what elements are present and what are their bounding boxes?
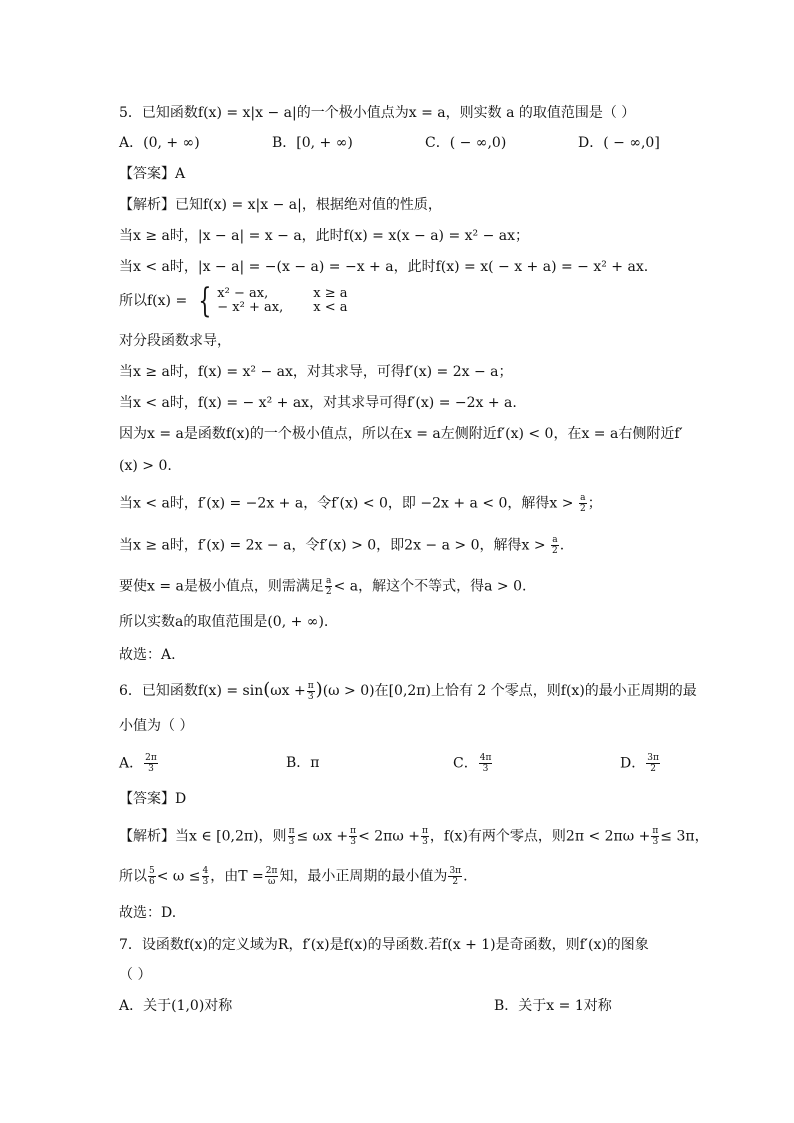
fraction-a-over-2 xyxy=(551,535,559,556)
frac-num: 2π xyxy=(265,866,278,876)
q6-option-b: B．π xyxy=(286,755,320,771)
q6-opt-a-frac xyxy=(144,753,158,774)
frac-num: 5 xyxy=(149,866,155,876)
q5-analysis-2: 当x ≥ a时，|x − a| = x − a，此时f(x) = x(x − a) = x² − ax； xyxy=(119,228,530,244)
frac-den: 2 xyxy=(325,587,332,597)
frac-den: 3 xyxy=(350,837,356,847)
frac-den: 2 xyxy=(552,546,558,556)
frac-num: π xyxy=(350,826,357,836)
piecewise-prefix: 所以f(x) = xyxy=(119,293,188,309)
q5-analysis-11: 当x ≥ a时，f′(x) = 2x − a，令f′(x) > 0，即2x − a > 0，解得x > $\frac{a}{2}$ . xyxy=(119,535,565,556)
q6-opt-c-frac xyxy=(479,753,493,774)
q6-analysis-2: 所以 $\frac{5}{6}$ < ω ≤ $\frac{4}{3}$ ，由T = $\frac{2\pi}{\omega}$ 知，最小正周期的最小值为 $\frac{3\pi}{2}$ . xyxy=(119,866,468,887)
q6-ana-1d: ，f(x)有两个零点，则2π < 2πω + xyxy=(429,828,651,845)
frac-den: 2 xyxy=(579,504,586,514)
frac-den: 3 xyxy=(148,764,154,774)
frac-num: 4π xyxy=(479,753,492,763)
frac-num: a xyxy=(326,576,332,586)
q5-stem: 5．已知函数f(x) = x|x − a|的一个极小值点为x = a，则实数 a 的取值范围是（ ） xyxy=(119,105,636,121)
case1-cond: x ≥ a xyxy=(313,286,348,301)
frac-den: 6 xyxy=(149,877,155,887)
fraction-3pi-over-2 xyxy=(448,866,462,887)
q5-option-b: B．[0, + ∞) xyxy=(272,135,353,151)
q6-ana-2c: ，由T = xyxy=(210,868,264,885)
q5-analysis-12-text-a: 要使x = a是极小值点，则需满足 xyxy=(119,578,324,595)
q6-option-a xyxy=(119,753,159,774)
fraction-a-over-2 xyxy=(579,493,587,514)
q5-option-a: A．(0, + ∞) xyxy=(119,135,200,151)
piecewise-brace-block xyxy=(192,281,348,321)
q6-ana-2b: < ω ≤ xyxy=(156,868,201,885)
q6-opt-d-frac xyxy=(646,753,660,774)
case-row-1 xyxy=(217,287,347,301)
case-row-2 xyxy=(217,301,347,315)
frac-num: a xyxy=(552,535,558,545)
q5-analysis-10-text: 当x < a时，f′(x) = −2x + a，令f′(x) < 0，即 −2x + a < 0，解得x > xyxy=(119,495,574,512)
q5-analysis-7: 当x < a时，f(x) = − x² + ax，对其求导可得f′(x) = −2x + a. xyxy=(119,395,517,411)
q6-ana-1e: ≤ 3π， xyxy=(660,828,709,845)
q6-stem-2: 小值为（ ） xyxy=(119,718,194,734)
frac-den: 3 xyxy=(307,691,314,702)
q5-analysis-10: 当x < a时，f′(x) = −2x + a，令f′(x) < 0，即 −2x + a < 0，解得x > $\frac{a}{2}$ ； xyxy=(119,493,602,514)
q6-ana-1a: 【解析】当x ∈ [0,2π)，则 xyxy=(119,828,287,845)
piecewise-cases xyxy=(217,287,347,315)
q5-analysis-5: 对分段函数求导， xyxy=(119,333,231,349)
q5-option-d: D．( − ∞,0] xyxy=(578,135,660,151)
q5-analysis-3: 当x < a时，|x − a| = −(x − a) = −x + a，此时f(x) = x( − x + a) = − x² + ax. xyxy=(119,259,649,275)
q6-stem-b: (ω > 0)在[0,2π)上恰有 2 个零点，则f(x)的最小正周期的最 xyxy=(322,683,697,699)
q7-option-b: B．关于x = 1对称 xyxy=(494,998,612,1014)
case2-cond: x < a xyxy=(313,300,348,315)
q6-choose: 故选：D. xyxy=(119,905,177,921)
fraction-pi-over-3 xyxy=(651,826,659,847)
fraction-a-over-2 xyxy=(325,576,333,597)
q5-analysis-6: 当x ≥ a时，f(x) = x² − ax，对其求导，可得f′(x) = 2x − a； xyxy=(119,364,513,380)
q5-answer: 【答案】A xyxy=(119,166,186,182)
case1-expr: x² − ax, xyxy=(217,286,269,301)
frac-num: π xyxy=(421,826,428,836)
fraction-5-over-6 xyxy=(148,866,156,887)
frac-den: 3 xyxy=(202,877,209,887)
fraction-pi-over-3 xyxy=(307,681,315,702)
frac-den: 3 xyxy=(652,837,659,847)
q6-ana-2a: 所以 xyxy=(119,868,147,885)
q5-analysis-12 xyxy=(119,576,526,597)
frac-den: 3 xyxy=(422,837,428,847)
q6-opt-c-label: C． xyxy=(453,755,478,772)
q7-stem-2: （ ） xyxy=(119,967,152,983)
frac-num: 2π xyxy=(145,753,157,763)
q6-answer: 【答案】D xyxy=(119,791,187,807)
q5-analysis-8: 因为x = a是函数f(x)的一个极小值点，所以在x = a左侧附近f′(x) < 0，在x = a右侧附近f′ xyxy=(119,426,683,442)
q5-analysis-9: (x) > 0. xyxy=(119,458,172,474)
q6-stem-paren: ωx + xyxy=(270,683,306,699)
q6-stem-a: 6．已知函数f(x) = sin xyxy=(119,683,264,699)
frac-den: 3 xyxy=(482,764,489,774)
q6-opt-d-label: D． xyxy=(620,755,646,772)
q6-analysis-1 xyxy=(119,826,709,847)
q5-piecewise xyxy=(119,281,348,321)
q5-analysis-13: 所以实数a的取值范围是(0, + ∞). xyxy=(119,614,329,630)
fraction-4-over-3 xyxy=(202,866,210,887)
q5-option-c: C．( − ∞,0) xyxy=(425,135,507,151)
q7-option-a: A．关于(1,0)对称 xyxy=(119,998,233,1014)
frac-num: 3π xyxy=(647,753,659,763)
q5-analysis-1: 【解析】已知f(x) = x|x − a|，根据绝对值的性质， xyxy=(119,197,442,213)
left-brace: { xyxy=(197,281,211,321)
frac-den: 2 xyxy=(452,877,459,887)
q6-ana-2d: 知，最小正周期的最小值为 xyxy=(279,868,448,885)
frac-den: 2 xyxy=(650,764,656,774)
q5-choose: 故选：A. xyxy=(119,647,176,663)
frac-num: 4 xyxy=(202,866,209,876)
q5-analysis-11-text: 当x ≥ a时，f′(x) = 2x − a，令f′(x) > 0，即2x − a > 0，解得x > xyxy=(119,537,546,554)
fraction-pi-over-3 xyxy=(421,826,429,847)
frac-den: ω xyxy=(267,877,276,887)
frac-num: π xyxy=(652,826,659,836)
frac-num: 3π xyxy=(449,866,462,876)
fraction-2pi-over-omega xyxy=(265,866,279,887)
frac-den: 3 xyxy=(288,837,295,847)
q6-stem: 6．已知函数f(x) = sin(ωx + $\frac{\pi}{3}$ )(ω > 0)在[0,2π)上恰有 2 个零点，则f(x)的最小正周期的最 xyxy=(119,679,697,702)
fraction-pi-over-3 xyxy=(288,826,296,847)
q6-opt-a-label: A． xyxy=(119,755,144,772)
frac-num: π xyxy=(288,826,295,836)
q7-stem: 7．设函数f(x)的定义域为R，f′(x)是f(x)的导函数.若f(x + 1)是奇函数，则f′(x)的图象 xyxy=(119,937,649,953)
q6-ana-1b: ≤ ωx + xyxy=(296,828,349,845)
frac-num: a xyxy=(580,493,586,503)
q6-option-c xyxy=(453,753,493,774)
fraction-pi-over-3 xyxy=(349,826,357,847)
frac-num: π xyxy=(307,680,314,691)
q6-ana-1c: < 2πω + xyxy=(358,828,420,845)
q6-option-d xyxy=(620,753,661,774)
case2-expr: − x² + ax, xyxy=(217,300,284,315)
q5-analysis-12-text-b: < a，解这个不等式，得a > 0. xyxy=(333,578,527,595)
